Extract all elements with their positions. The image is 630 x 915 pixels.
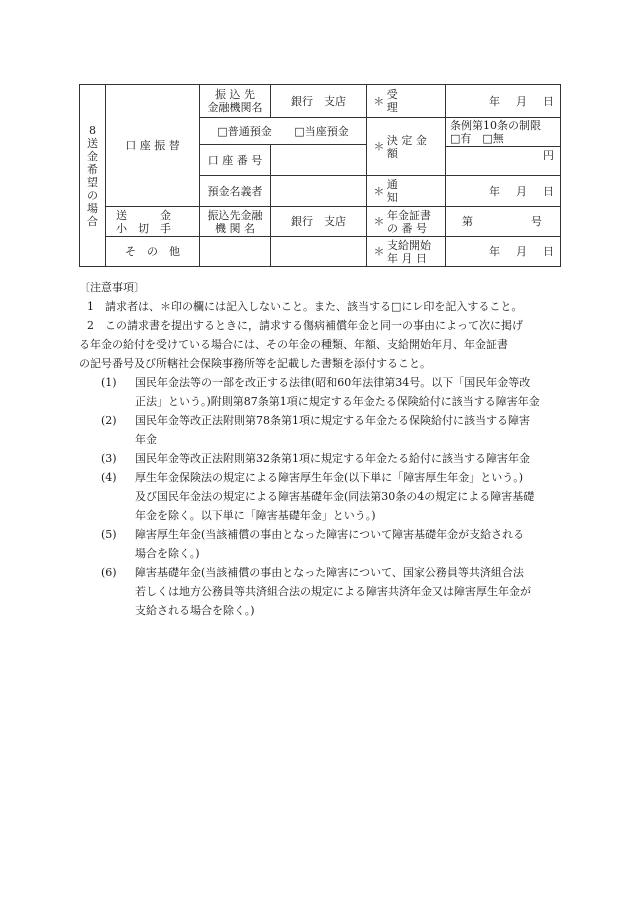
nenkin-shosho-number[interactable]: 第 号 — [446, 207, 561, 237]
koza-bango-label: 口 座 番 号 — [200, 145, 271, 176]
furikomi-bank-label: 振 込 先 金融機関名 — [200, 85, 271, 118]
note-sub-6: (6) 障害基礎年金(当該補償の事由となった障害について、国家公務員等共済組合法 若しくは地方公務員等共済組合法の規定による障害共済年金又は障害厚生年金が 支給される場合を除く。) — [101, 566, 531, 617]
uketsuke-label: ＊ 受 理 — [367, 85, 446, 118]
sonota-label: そ の 他 — [106, 237, 200, 267]
koza-bango-field[interactable] — [271, 145, 367, 176]
remittance-form-table — [79, 84, 561, 267]
note-item-2: 2 この請求書を提出するときに，請求する傷病補償年金と同一の事由によって次に掲げ る年金の給付を受けている場合には、その年金の種類、年額、支給開始年月、年金証書 の記号番号及び所轄社会保険事務所等を記載した書類を添付すること。 — [79, 319, 523, 370]
note-sub-4: (4) 厚生年金保険法の規定による障害厚生年金(以下単に「障害厚生年金」という。) 及び国民年金法の規定による障害基礎年金(同法第30条の4の規定による障害基礎 年金を除く。以下単に「障害基礎年金」という。) — [101, 471, 535, 522]
kettei-label: ＊ 決 定 金 額 — [367, 118, 446, 176]
toza-checkbox[interactable]: □当座預金 — [294, 124, 349, 138]
jorei-checkbox[interactable]: □有 □無 — [450, 132, 504, 145]
deposit-type-checkboxes[interactable] — [200, 118, 367, 145]
furikomi-bank-label-2: 振込先金融 機 関 名 — [200, 207, 271, 237]
futsu-checkbox[interactable]: □普通預金 — [217, 124, 272, 138]
sokin-label: 送 金 小 切 手 — [106, 207, 200, 237]
kettei-amount[interactable]: 円 — [543, 149, 554, 162]
bank-branch-field-2[interactable]: 銀行 支店 — [271, 207, 367, 237]
notes-header: 〔注意事項〕 — [79, 281, 145, 294]
sonota-field-1[interactable] — [200, 237, 271, 267]
note-item-1: 1 請求者は、＊印の欄には記入しないこと。また、該当する□にレ印を記入すること。 — [87, 300, 523, 313]
meigi-field[interactable] — [271, 176, 367, 207]
uketsuke-date[interactable]: 年 月 日 — [446, 85, 561, 118]
shikyu-date[interactable]: 年 月 日 — [446, 237, 561, 267]
section-8-label: 8 送 金 希 望 の 場 合 — [80, 85, 106, 267]
note-sub-3: (3) 国民年金等改正法附則第32条第1項に規定する年金たる給付に該当する障害年金 — [101, 452, 530, 465]
tsuchi-date[interactable]: 年 月 日 — [446, 176, 561, 207]
nenkin-shosho-label: ＊ 年金証書 の 番 号 — [367, 207, 446, 237]
koza-furikae-label: 口 座 振 替 — [106, 85, 200, 207]
tsuchi-label: ＊ 通 知 — [367, 176, 446, 207]
note-sub-2: (2) 国民年金等改正法附則第78条第1項に規定する年金たる保険給付に該当する障害 年金 — [101, 414, 530, 446]
jorei-cell[interactable]: 条例第10条の制限 □有 □無 円 — [446, 118, 561, 176]
meigi-label: 預金名義者 — [200, 176, 271, 207]
note-sub-1: (1) 国民年金法等の一部を改正する法律(昭和60年法律第34号。以下「国民年金等改 正法」という。)附則第87条第1項に規定する年金たる保険給付に該当する障害年金 — [101, 376, 540, 408]
shikyu-label: ＊ 支給開始 年 月 日 — [367, 237, 446, 267]
note-sub-5: (5) 障害厚生年金(当該補償の事由となった障害について障害基礎年金が支給される 場合を除く。) — [101, 528, 525, 560]
sonota-field-2[interactable] — [271, 237, 367, 267]
notes-section — [79, 278, 561, 620]
bank-branch-field[interactable]: 銀行 支店 — [271, 85, 367, 118]
